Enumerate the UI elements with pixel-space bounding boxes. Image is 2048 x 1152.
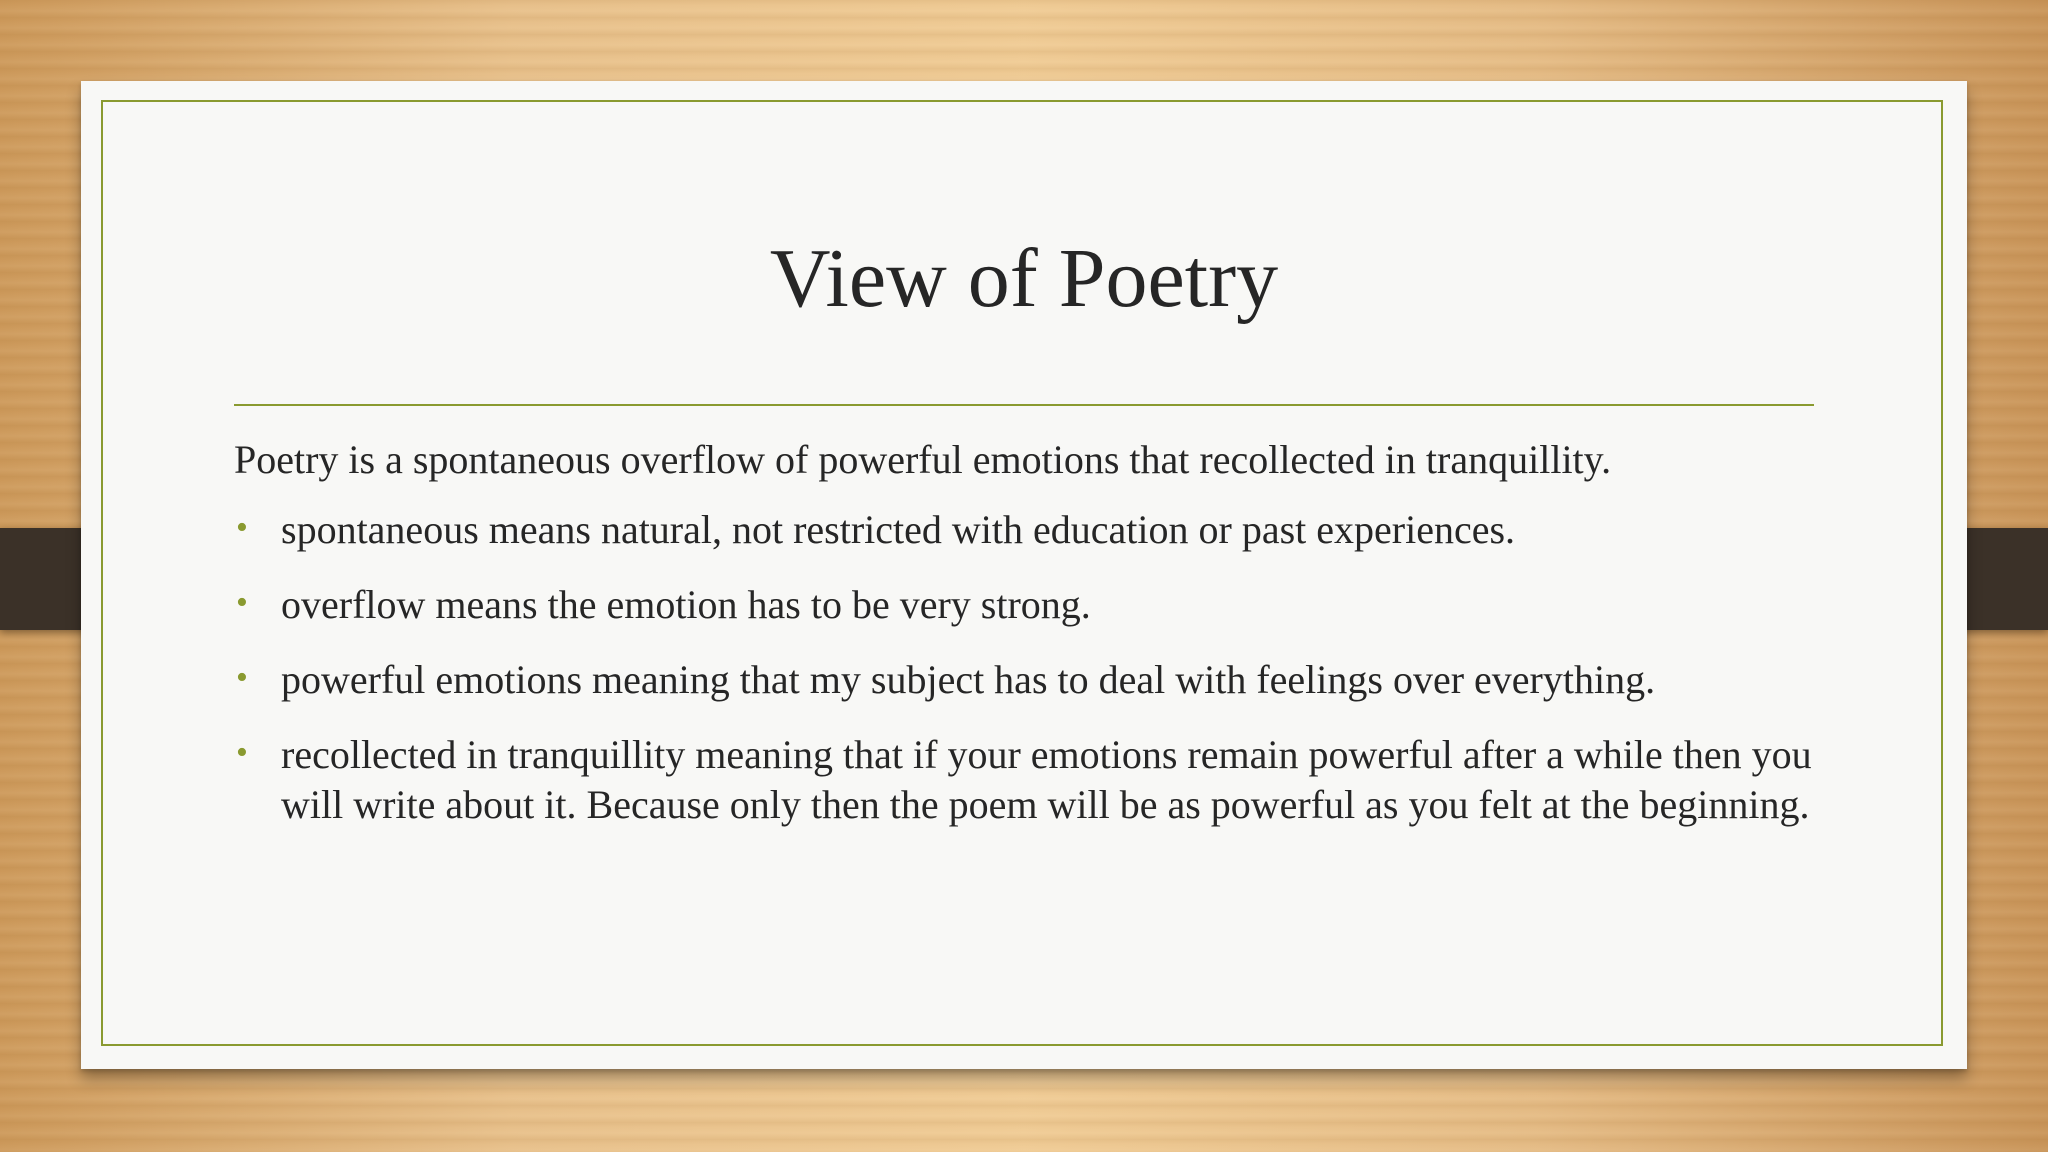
slide-title: View of Poetry <box>769 232 1279 325</box>
bullet-dot-icon: • <box>236 734 248 771</box>
bullet-item <box>234 505 1814 555</box>
bullet-dot-icon: • <box>236 659 248 696</box>
bullet-text: powerful emotions meaning that my subject has to deal with feelings over everything. <box>281 657 1656 702</box>
title-divider <box>234 404 1814 406</box>
slide-card <box>81 81 1967 1069</box>
intro-text: Poetry is a spontaneous overflow of powerful emotions that recollected in tranquillity. <box>234 437 1612 482</box>
bullet-text: recollected in tranquillity meaning that if your emotions remain powerful after a while then you will write about it. Because only then the poem will be as powerful as you felt at the beginning. <box>281 732 1812 827</box>
bullet-dot-icon: • <box>236 509 248 546</box>
bullet-list <box>234 505 1814 855</box>
bullet-dot-icon: • <box>236 584 248 621</box>
bullet-item <box>234 580 1814 630</box>
bullet-text: spontaneous means natural, not restricted with education or past experiences. <box>281 507 1516 552</box>
bullet-item <box>234 730 1814 830</box>
bullet-item <box>234 655 1814 705</box>
bullet-text: overflow means the emotion has to be very strong. <box>281 582 1091 627</box>
